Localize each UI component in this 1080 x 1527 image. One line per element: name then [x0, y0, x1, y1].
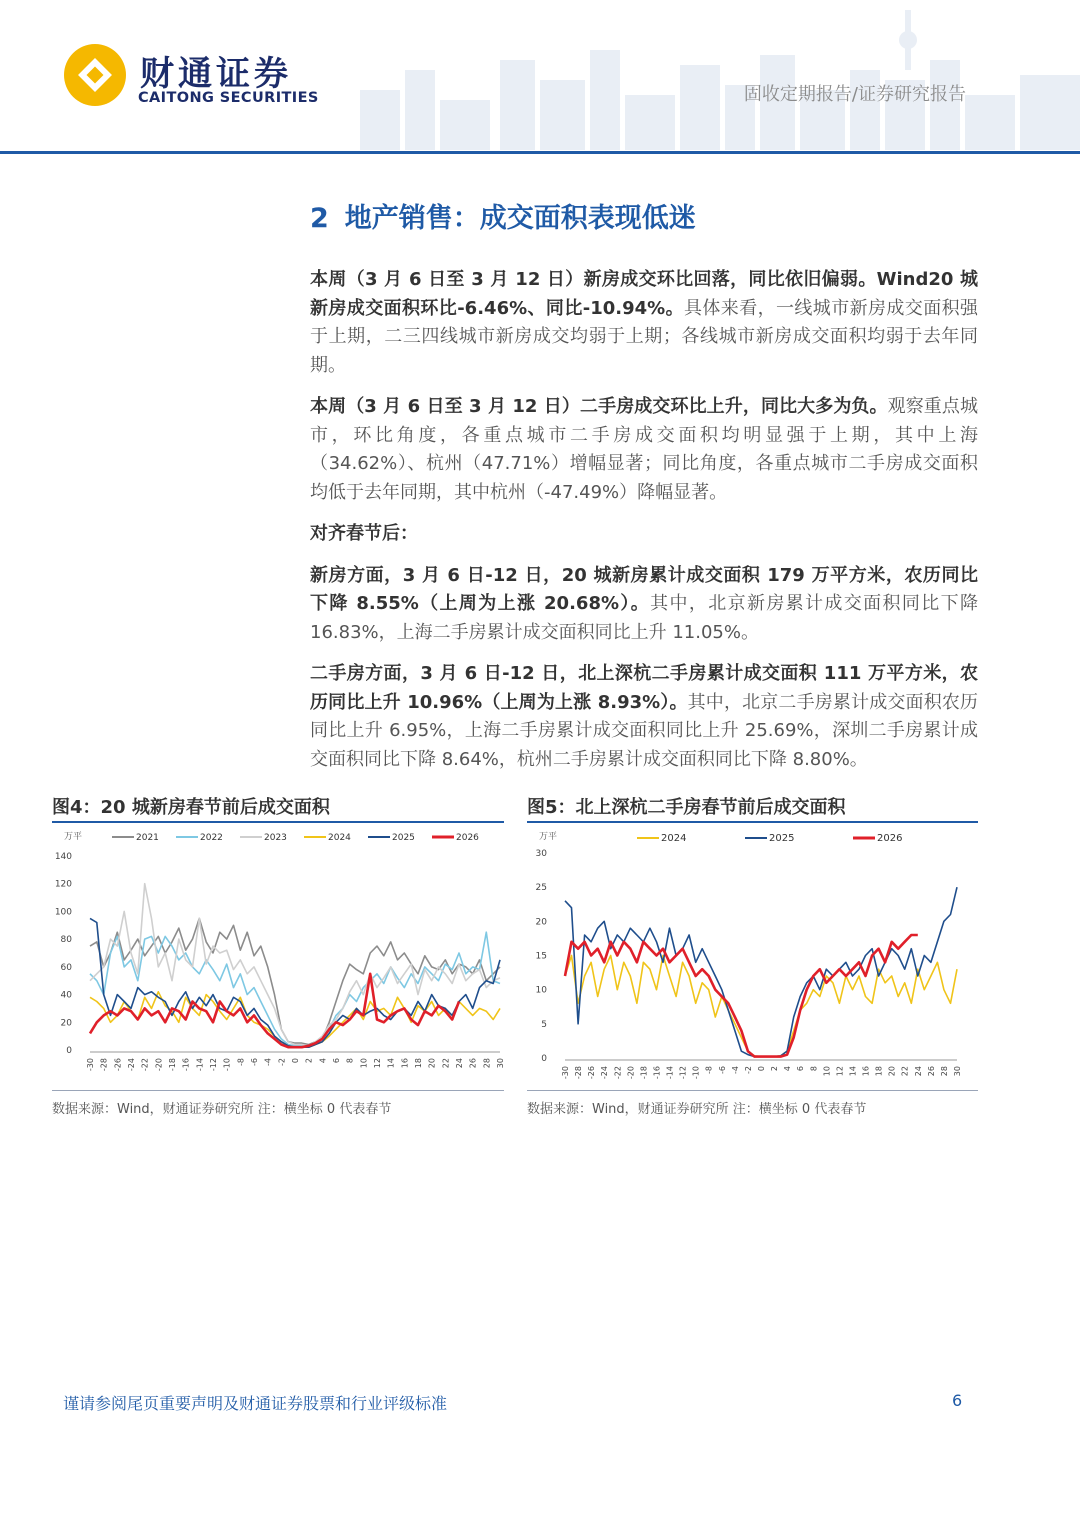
legend-label: 2023: [264, 833, 287, 843]
y-tick-label: 20: [60, 1018, 72, 1029]
x-tick-label: 6: [796, 1066, 806, 1072]
series-line-2024: [565, 956, 957, 1057]
x-tick-label: -20: [154, 1058, 164, 1072]
x-tick-label: 22: [441, 1058, 451, 1069]
paragraph-new-home-cumulative: [310, 562, 978, 648]
body-text: [310, 266, 978, 787]
paragraph-lead: 新房方面，3 月 6 日-12 日，20 城新房累计成交面积 179 万平方米，农历同比下降 8.55%（上周为上涨 20.68%）。: [310, 564, 978, 614]
paragraph-body: 具体来看，一线城市新房成交面积强于上期，二三四线城市新房成交均弱于上期；各线城市新房成交面积均弱于去年同期。: [310, 297, 979, 376]
skyline-decoration: [360, 10, 1080, 150]
paragraph-body: 其中，北京二手房累计成交面积农历同比上升 6.95%，上海二手房累计成交面积同比上升 25.69%，深圳二手房累计成交面积同比下降 8.64%，杭州二手房累计成交面积同比下降 8.80%。: [310, 691, 979, 770]
x-tick-label: 28: [482, 1058, 492, 1069]
x-tick-label: 6: [332, 1058, 341, 1064]
legend-label: 2026: [456, 833, 479, 843]
figure5-chart: [527, 826, 978, 1088]
legend-label: 2026: [877, 833, 903, 844]
y-tick-label: 60: [60, 962, 72, 973]
x-tick-label: -6: [250, 1058, 259, 1066]
footer-disclaimer: 谨请参阅尾页重要声明及财通证券股票和行业评级标准: [63, 1394, 448, 1413]
x-tick-label: -4: [263, 1058, 273, 1066]
company-name-en: CAITONG SECURITIES: [138, 90, 319, 106]
x-tick-label: 8: [809, 1066, 819, 1072]
page-header: [0, 0, 1080, 155]
series-line-2022: [90, 932, 500, 1046]
company-name-cn: 财通证券: [140, 54, 292, 94]
x-tick-label: 0: [757, 1066, 766, 1072]
x-tick-label: 4: [783, 1066, 793, 1072]
x-tick-label: 14: [386, 1058, 396, 1069]
header-divider: [0, 151, 1080, 154]
x-tick-label: 4: [318, 1058, 328, 1064]
x-tick-label: 12: [835, 1066, 845, 1077]
y-tick-label: 0: [541, 1054, 547, 1064]
x-tick-label: -26: [587, 1066, 597, 1080]
x-tick-label: 24: [455, 1058, 464, 1069]
y-tick-label: 140: [54, 852, 72, 862]
x-tick-label: 18: [874, 1066, 884, 1077]
section-number: 2: [310, 203, 329, 234]
x-tick-label: -26: [113, 1058, 123, 1072]
x-tick-label: -10: [222, 1058, 232, 1072]
section-title: [310, 196, 696, 235]
x-tick-label: 10: [822, 1066, 832, 1077]
y-tick-label: 40: [60, 990, 72, 1001]
figure5-top-rule: [527, 821, 978, 823]
y-tick-label: 25: [535, 883, 547, 894]
section-title-text: 地产销售：成交面积表现低迷: [344, 203, 696, 234]
paragraph-new-home-weekly: [310, 266, 978, 380]
x-tick-label: 20: [887, 1066, 897, 1077]
figure5-title: 图5：北上深杭二手房春节前后成交面积: [527, 797, 846, 818]
paragraph-lead: 本周（3 月 6 日至 3 月 12 日）二手房成交环比上升，同比大多为负。: [310, 396, 888, 417]
x-tick-label: 30: [953, 1066, 962, 1077]
caitong-logo-icon: [62, 42, 128, 108]
x-tick-label: 26: [468, 1058, 478, 1069]
x-tick-label: -6: [717, 1066, 727, 1074]
y-tick-label: 20: [535, 917, 547, 928]
x-tick-label: 24: [913, 1066, 923, 1077]
x-tick-label: -18: [168, 1058, 177, 1072]
y-unit-label: 万平: [539, 832, 558, 842]
page-number: 6: [952, 1391, 963, 1410]
x-tick-label: -28: [574, 1066, 584, 1080]
x-tick-label: -12: [678, 1066, 688, 1080]
paragraph-second-hand-cumulative: [310, 660, 978, 774]
x-tick-label: 12: [373, 1058, 382, 1069]
y-tick-label: 10: [535, 985, 547, 996]
y-tick-label: 5: [541, 1019, 547, 1030]
legend-label: 2025: [392, 833, 415, 843]
x-tick-label: -8: [236, 1058, 246, 1066]
paragraph-second-hand-weekly: [310, 393, 978, 507]
x-tick-label: -22: [140, 1058, 150, 1072]
x-tick-label: -10: [691, 1066, 701, 1080]
x-tick-label: -16: [181, 1058, 191, 1072]
paragraph-lead: 对齐春节后：: [310, 523, 418, 544]
x-tick-label: -24: [600, 1066, 610, 1080]
x-tick-label: 22: [900, 1066, 910, 1077]
x-tick-label: -28: [99, 1058, 109, 1072]
y-tick-label: 100: [54, 907, 72, 918]
figure5-bottom-rule: [527, 1090, 978, 1091]
y-unit-label: 万平: [64, 832, 83, 842]
x-tick-label: -8: [704, 1066, 714, 1074]
paragraph-body: 观察重点城市，环比角度，各重点城市二手房成交面积均明显强于上期，其中上海（34.62%）、杭州（47.71%）增幅显著；同比角度，各重点城市二手房成交面积均低于去年同期，其中杭州（-47.49%）降幅显著。: [310, 396, 978, 503]
x-tick-label: -12: [209, 1058, 218, 1072]
x-tick-label: 8: [345, 1058, 355, 1064]
x-tick-label: 30: [496, 1058, 505, 1069]
y-tick-label: 80: [60, 935, 72, 946]
paragraph-after-spring-festival: [310, 520, 978, 549]
x-tick-label: -22: [613, 1066, 623, 1080]
paragraph-lead: 本周（3 月 6 日至 3 月 12 日）新房成交环比回落，同比依旧偏弱。Wind20 城新房成交面积环比-6.46%、同比-10.94%。: [310, 269, 978, 319]
x-tick-label: 16: [400, 1058, 410, 1069]
figure4-chart: [52, 826, 504, 1088]
x-tick-label: 14: [848, 1066, 858, 1077]
paragraph-body: 其中，北京新房累计成交面积同比下降 16.83%，上海二手房累计成交面积同比上升 11.05%。: [310, 593, 978, 643]
report-type: 固收定期报告/证券研究报告: [743, 84, 966, 105]
x-tick-label: -14: [665, 1066, 675, 1080]
x-tick-label: 20: [427, 1058, 437, 1069]
x-tick-label: 28: [939, 1066, 949, 1077]
legend-label: 2022: [200, 833, 223, 843]
paragraph-lead: 二手房方面，3 月 6 日-12 日，北上深杭二手房累计成交面积 111 万平方米，农历同比上升 10.96%（上周为上涨 8.93%）。: [310, 663, 978, 713]
x-tick-label: -30: [561, 1066, 570, 1080]
x-tick-label: 2: [304, 1058, 314, 1064]
x-tick-label: -18: [639, 1066, 649, 1080]
x-tick-label: -14: [195, 1058, 205, 1072]
figure4-bottom-rule: [52, 1090, 504, 1091]
x-tick-label: -16: [652, 1066, 662, 1080]
legend-label: 2025: [769, 833, 795, 844]
x-tick-label: -30: [86, 1058, 95, 1072]
y-tick-label: 0: [66, 1046, 72, 1056]
series-line-2024: [90, 992, 500, 1047]
figure4-top-rule: [52, 821, 504, 823]
x-tick-label: 2: [770, 1066, 780, 1072]
legend-label: 2024: [328, 833, 351, 843]
x-tick-label: -2: [277, 1058, 287, 1066]
legend-label: 2024: [661, 833, 687, 844]
legend-label: 2021: [136, 833, 159, 843]
y-tick-label: 120: [54, 879, 72, 890]
y-tick-label: 15: [535, 951, 547, 962]
figure5-source: 数据来源：Wind，财通证券研究所 注：横坐标 0 代表春节: [527, 1102, 867, 1117]
x-tick-label: -2: [743, 1066, 753, 1074]
x-tick-label: -4: [730, 1066, 740, 1074]
figure4-source: 数据来源：Wind，财通证券研究所 注：横坐标 0 代表春节: [52, 1102, 392, 1117]
series-line-2025: [565, 887, 957, 1056]
x-tick-label: 18: [414, 1058, 423, 1069]
x-tick-label: 26: [926, 1066, 936, 1077]
x-tick-label: 16: [861, 1066, 871, 1077]
x-tick-label: -24: [127, 1058, 136, 1072]
series-line-2023: [90, 884, 500, 1046]
x-tick-label: 0: [291, 1058, 300, 1064]
x-tick-label: 10: [359, 1058, 369, 1069]
figure4-title: 图4：20 城新房春节前后成交面积: [52, 797, 330, 818]
y-tick-label: 30: [535, 849, 547, 859]
x-tick-label: -20: [626, 1066, 636, 1080]
